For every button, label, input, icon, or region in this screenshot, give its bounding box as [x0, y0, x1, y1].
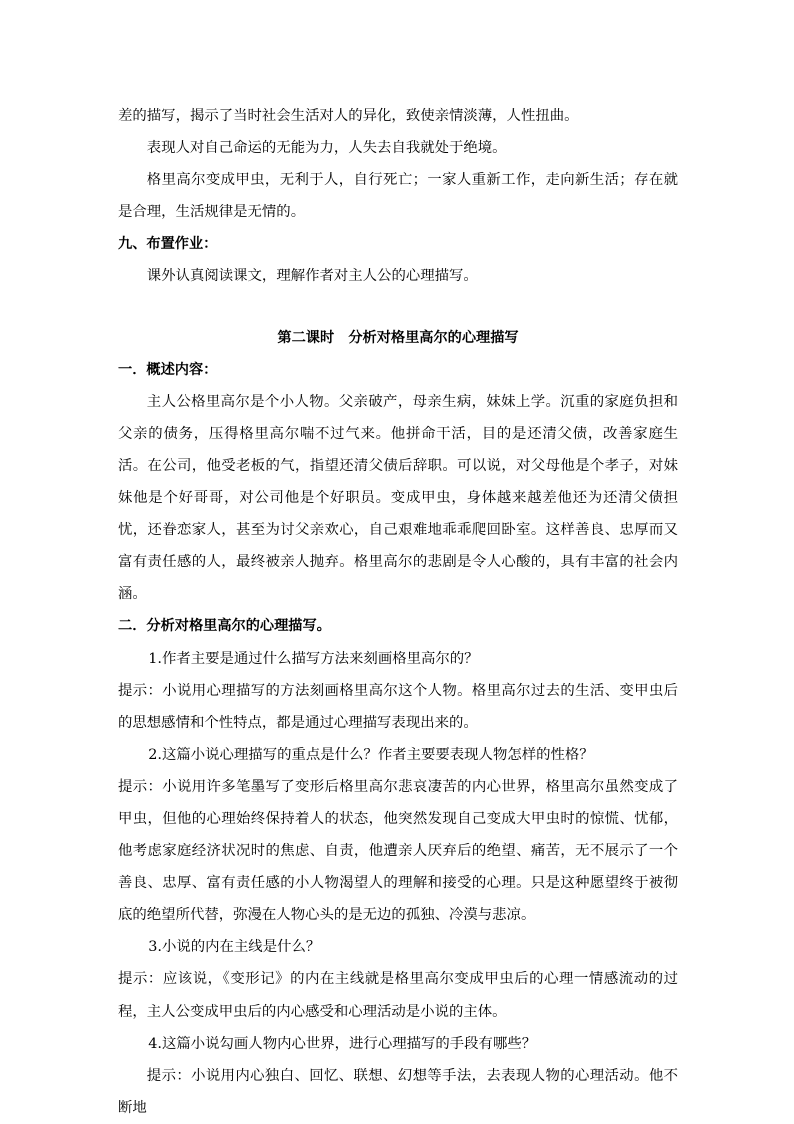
document-page [118, 100, 678, 1124]
answer-2: 提示：小说用许多笔墨写了变形后格里高尔悲哀凄苦的内心世界，格里高尔虽然变成了甲虫，但他的心理始终保持着人的状态，他突然发现自己变成大甲虫时的惊慌、忧郁，他考虑家庭经济状况时的焦虑、自责，他遭亲人厌弃后的绝望、痛苦，无不展示了一个善良、忠厚、富有责任感的小人物渴望人的理解和接受的心理。只是这种愿望终于被彻底的绝望所代替，弥漫在人物心头的是无边的孤独、冷漠与悲凉。 [118, 778, 678, 924]
question-4: 4.这篇小说勾画人物内心世界，进行心理描写的手段有哪些？ [148, 1035, 537, 1052]
answer-3: 提示：应该说，《变形记》的内在主线就是格里高尔变成甲虫后的心理一情感流动的过程，主人公变成甲虫后的内心感受和心理活动是小说的主体。 [118, 971, 678, 1020]
paragraph-continuation: 差的描写，揭示了当时社会生活对人的异化，致使亲情淡薄，人性扭曲。 [118, 108, 579, 124]
question-2: 2.这篇小说心理描写的重点是什么？作者主要要表现人物怎样的性格？ [148, 746, 594, 763]
answer-1: 提示：小说用心理描写的方法刻画格里高尔这个人物。格里高尔过去的生活、变甲虫后的思想感情和个性特点，都是通过心理描写表现出来的。 [118, 682, 678, 731]
question-1: 1.作者主要是通过什么描写方法来刻画格里高尔的？ [148, 650, 479, 667]
paragraph: 表现人对自己命运的无能为力，人失去自我就处于绝境。 [146, 140, 507, 157]
section-heading-nine: 九、布置作业： [118, 236, 218, 253]
answer-4: 提示：小说用内心独白、回忆、联想、幻想等手法，去表现人物的心理活动。他不断地 [118, 1067, 678, 1116]
question-3: 3.小说的内在主线是什么？ [148, 939, 321, 956]
section-heading-two: 二．分析对格里高尔的心理描写。 [118, 618, 331, 635]
paragraph: 主人公格里高尔是个小人物。父亲破产，母亲生病，妹妹上学。沉重的家庭负担和父亲的债务，压得格里高尔喘不过气来。他拼命干活，目的是还清父债，改善家庭生活。在公司，他受老板的气，指望还清父债后辞职。可以说，对父母他是个孝子，对妹妹他是个好哥哥，对公司他是个好职员。变成甲虫，身体越来越差他还为还清父债担忧，还眷恋家人，甚至为讨父亲欢心，自己艰难地乖乖爬回卧室。这样善良、忠厚而又富有责任感的人，最终被亲人抛弃。格里高尔的悲剧是令人心酸的，具有丰富的社会内涵。 [118, 393, 678, 603]
paragraph: 课外认真阅读课文，理解作者对主人公的心理描写。 [146, 268, 478, 285]
section-heading-one: 一．概述内容： [118, 361, 218, 378]
paragraph: 格里高尔变成甲虫，无利于人，自行死亡；一家人重新工作，走向新生活；存在就是合理，生活规律是无情的。 [118, 172, 678, 221]
lesson-title: 第二课时 分析对格里高尔的心理描写 [277, 329, 519, 346]
